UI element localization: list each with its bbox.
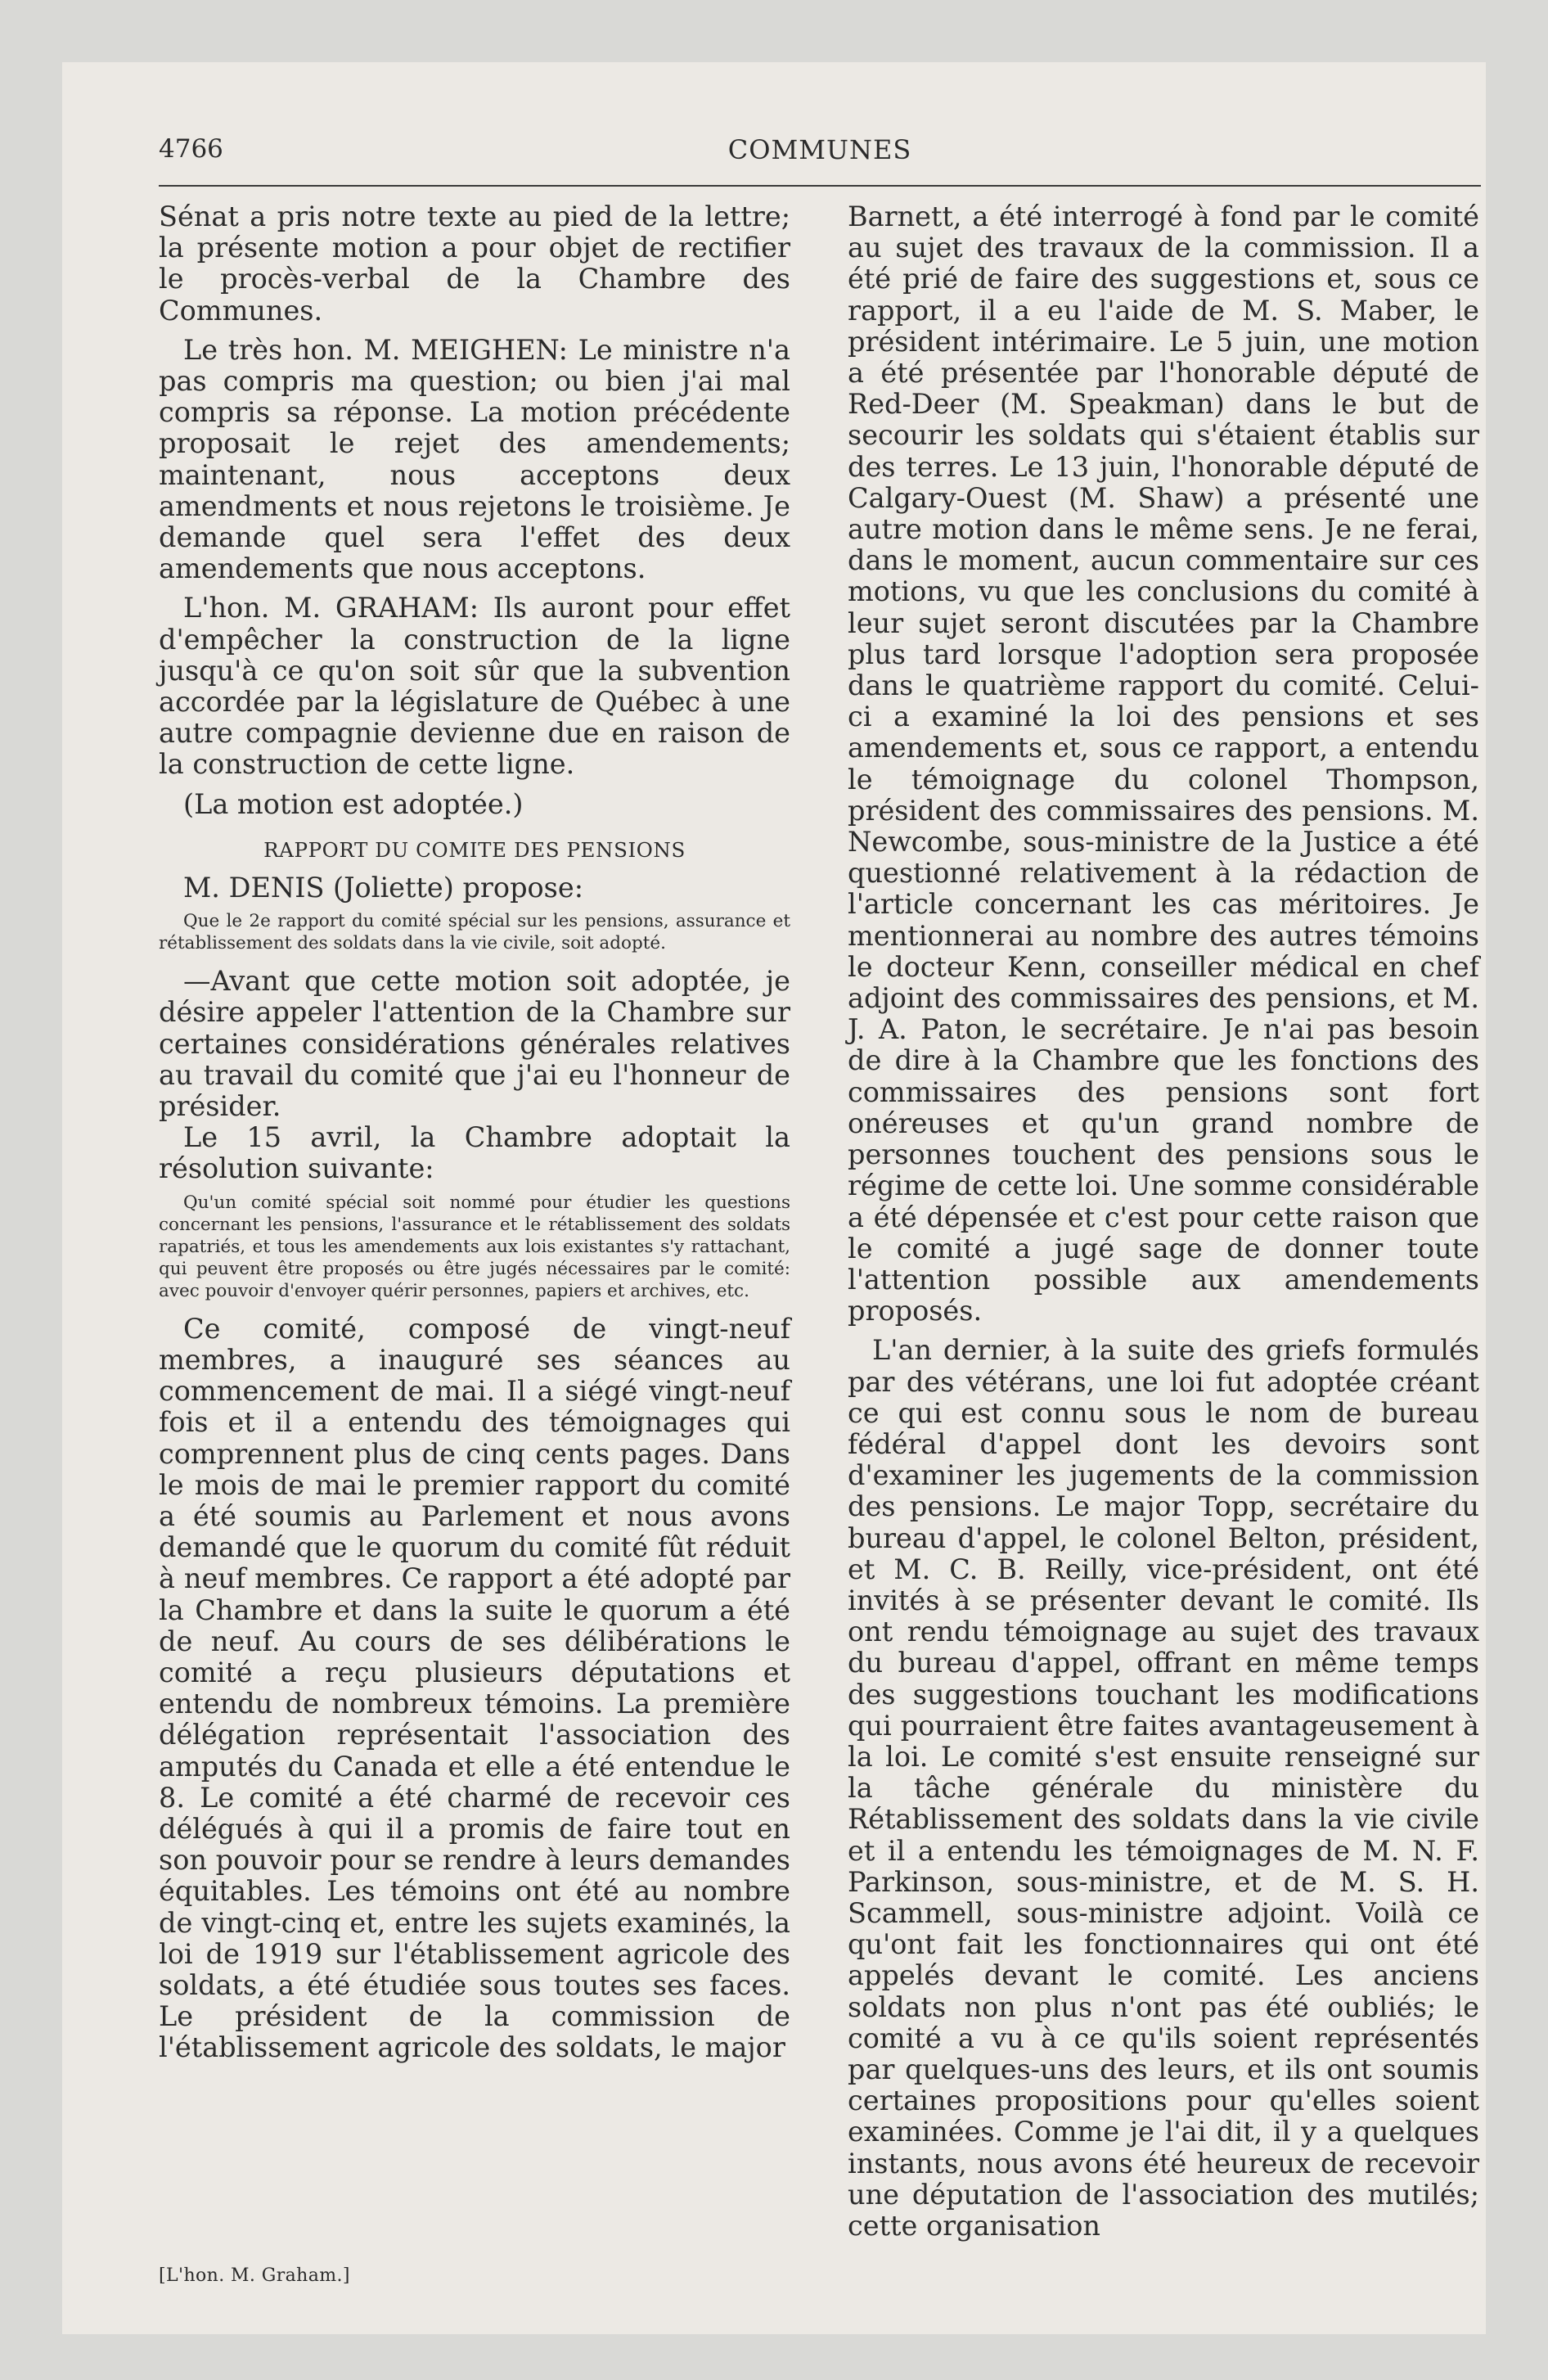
resolution-text: Qu'un comité spécial soit nommé pour étudier les questions concernant les pensions, l'assurance et le rétablissement des soldats rapatriés, et tous les amendements aux lois existantes s'y rattachant, qui peuvent être proposés ou être jugés nécessaires par le comité: avec pouvoir d'envoyer quérir personnes, papiers et archives, etc. (159, 1192, 790, 1301)
left-column (159, 201, 790, 2064)
page-header (159, 128, 1481, 185)
paragraph: Barnett, a été interrogé à fond par le comité au sujet des travaux de la commission. Il a été prié de faire des suggestions et, sous ce rapport, il a eu l'aide de M. S. Maber, le président intérimaire. Le 5 juin, une motion a été présentée par l'honorable député de Red-Deer (M. Speakman) dans le but de secourir les soldats qui s'étaient établis sur des terres. Le 13 juin, l'honorable député de Calgary-Ouest (M. Shaw) a présenté une autre motion dans le même sens. Je ne ferai, dans le moment, aucun commentaire sur ces motions, vu que les conclusions du comité à leur sujet seront discutées par la Chambre plus tard lorsque l'adoption sera proposée dans le quatrième rapport du comité. Celui-ci a examiné la loi des pensions et ses amendements et, sous ce rapport, a entendu le témoignage du colonel Thompson, président des commissaires des pensions. M. Newcombe, sous-ministre de la Justice a été questionné relativement à la rédaction de l'article concernant les cas méritoires. Je mentionnerai au nombre des autres témoins le docteur Kenn, conseiller médical en chef adjoint des commissaires des pensions, et M. J. A. Paton, le secrétaire. Je n'ai pas besoin de dire à la Chambre que les fonctions des commissaires des pensions sont fort onéreuses et qu'un grand nombre de personnes touchent des pensions sous le régime de cette loi. Une somme considérable a été dépensée et c'est pour cette raison que le comité a jugé sage de donner toute l'attention possible aux amendements proposés. (848, 201, 1479, 1327)
paragraph: L'an dernier, à la suite des griefs formulés par des vétérans, une loi fut adoptée créant ce qui est connu sous le nom de bureau fédéral d'appel dont les devoirs sont d'examiner les jugements de la commission des pensions. Le major Topp, secrétaire du bureau d'appel, le colonel Belton, président, et M. C. B. Reilly, vice-président, ont été invités à se présenter devant le comité. Ils ont rendu témoignage au sujet des travaux du bureau d'appel, offrant en même temps des suggestions touchant les modifications qui pourraient être faites avantageusement à la loi. Le comité s'est ensuite renseigné sur la tâche générale du ministère du Rétablissement des soldats dans la vie civile et il a entendu les témoignages de M. N. F. Parkinson, sous-ministre, et de M. S. H. Scammell, sous-ministre adjoint. Voilà ce qu'ont fait les fonctionnaires qui ont été appelés devant le comité. Les anciens soldats non plus n'ont pas été oubliés; le comité a vu à ce qu'ils soient représentés par quelques-uns des leurs, et ils ont soumis certaines propositions pour qu'elles soient examinées. Comme je l'ai dit, il y a quelques instants, nous avons été heureux de recevoir une députation de l'association des mutilés; cette organisation (848, 1334, 1479, 2242)
page-number: 4766 (159, 134, 223, 164)
header-rule (159, 185, 1481, 187)
speaker-footer: [L'hon. M. Graham.] (159, 2265, 350, 2286)
paragraph: (La motion est adoptée.) (183, 787, 524, 820)
motion-text: Que le 2e rapport du comité spécial sur les pensions, assurance et rétablissement des soldats dans la vie civile, soit adopté. (159, 911, 790, 954)
page (62, 62, 1486, 2334)
page-title: COMMUNES (727, 134, 912, 165)
paragraph: —Avant que cette motion soit adoptée, je désire appeler l'attention de la Chambre sur certaines considérations générales relatives au travail du comité que j'ai eu l'honneur de présider. (159, 965, 790, 1123)
right-column (848, 201, 1479, 2242)
paragraph: Sénat a pris notre texte au pied de la lettre; la présente motion a pour objet de rectifier le procès-verbal de la Chambre des Communes. (159, 201, 790, 327)
paragraph: Le 15 avril, la Chambre adoptait la résolution suivante: (159, 1121, 790, 1185)
paragraph: Ce comité, composé de vingt-neuf membres, a inauguré ses séances au commencement de mai. Il a siégé vingt-neuf fois et il a entendu des témoignages qui comprennent plus de cinq cents pages. Dans le mois de mai le premier rapport du comité a été soumis au Parlement et nous avons demandé que le quorum du comité fût réduit à neuf membres. Ce rapport a été adopté par la Chambre et dans la suite le quorum a été de neuf. Au cours de ses délibérations le comité a reçu plusieurs députations et entendu de nombreux témoins. La première délégation représentait l'association des amputés du Canada et elle a été entendue le 8. Le comité a été charmé de recevoir ces délégués à qui il a promis de faire tout en son pouvoir pour se rendre à leurs demandes équitables. Les témoins ont été au nombre de vingt-cinq et, entre les sujets examinés, la loi de 1919 sur l'établissement agricole des soldats, a été étudiée sous toutes ses faces. Le président de la commission de l'établissement agricole des soldats, le major (159, 1312, 790, 2064)
motion-line: M. DENIS (Joliette) propose: (183, 872, 583, 904)
paragraph: Le très hon. M. MEIGHEN: Le ministre n'a pas compris ma question; ou bien j'ai mal compris sa réponse. La motion précédente proposait le rejet des amendements; maintenant, nous acceptons deux amendments et nous rejetons le troisième. Je demande quel sera l'effet des deux amendements que nous acceptons. (159, 333, 790, 585)
paragraph: L'hon. M. GRAHAM: Ils auront pour effet d'empêcher la construction de la ligne jusqu'à ce qu'on soit sûr que la subvention accordée par la législature de Québec à une autre compagnie devienne due en raison de la construction de cette ligne. (159, 592, 790, 781)
section-heading: RAPPORT DU COMITE DES PENSIONS (263, 837, 686, 862)
